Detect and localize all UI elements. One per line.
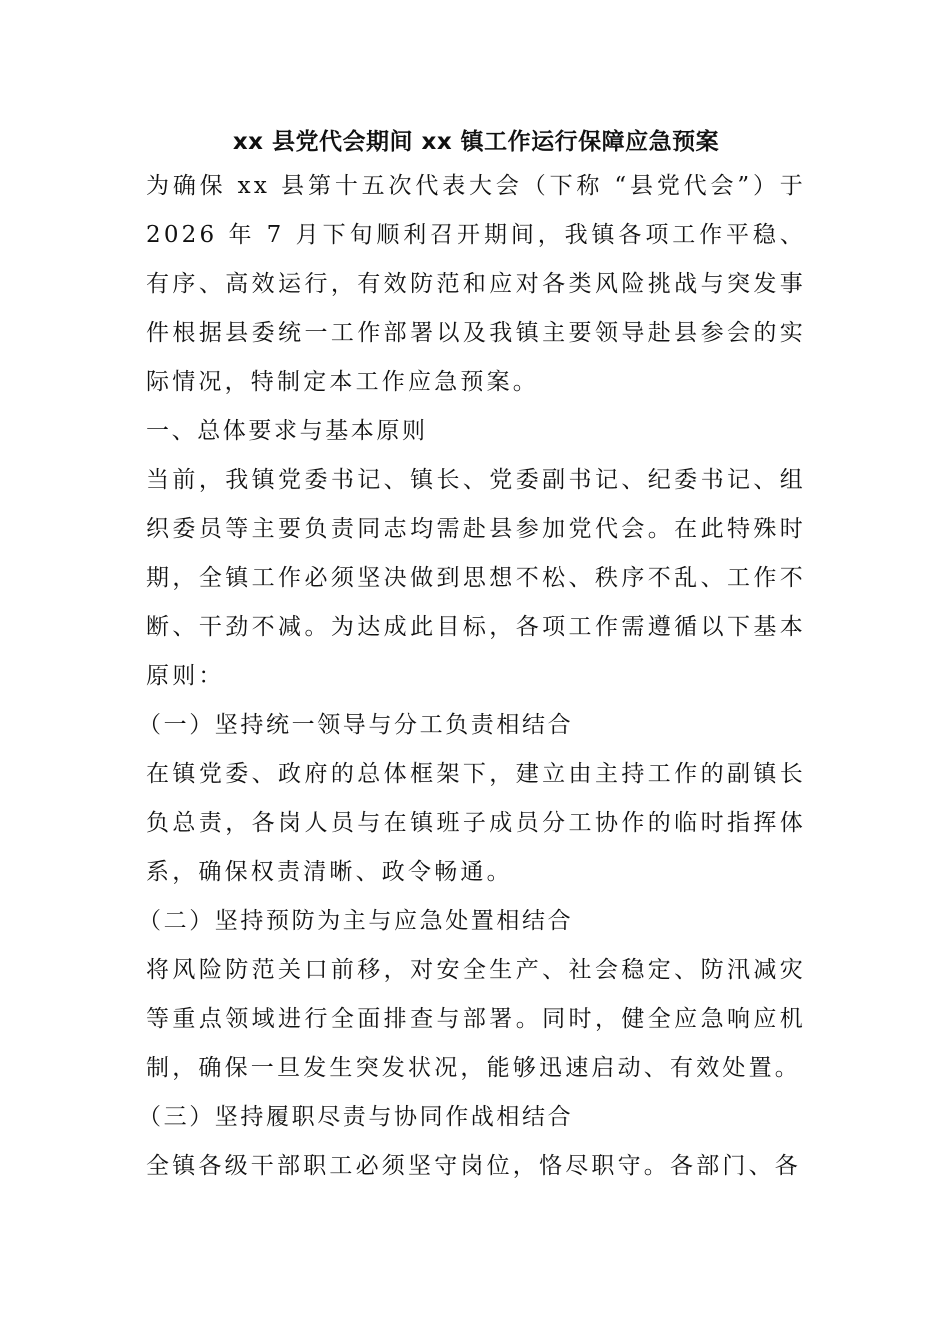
section-heading-general-requirements: 一、总体要求与基本原则 — [146, 418, 428, 444]
principle-paragraph-1: 在镇党委、政府的总体框架下，建立由主持工作的副镇长负总责，各岗人员与在镇班子成员分工协作的临时指挥体系，确保权责清晰、政令畅通。 — [146, 761, 806, 885]
principle-paragraph-2: 将风险防范关口前移，对安全生产、社会稳定、防汛减灾等重点领域进行全面排查与部署。同时，健全应急响应机制，确保一旦发生突发状况，能够迅速启动、有效处置。 — [146, 957, 806, 1081]
principle-heading-2: （二）坚持预防为主与应急处置相结合 — [138, 908, 574, 934]
section-paragraph-general-requirements: 当前，我镇党委书记、镇长、党委副书记、纪委书记、组织委员等主要负责同志均需赴县参加党代会。在此特殊时期，全镇工作必须坚决做到思想不松、秩序不乱、工作不断、干劲不减。为达成此目标，各项工作需遵循以下基本原则： — [146, 467, 806, 689]
principle-paragraph-3: 全镇各级干部职工必须坚守岗位，恪尽职守。各部门、各 — [146, 1153, 801, 1179]
principle-heading-1: （一）坚持统一领导与分工负责相结合 — [138, 712, 574, 738]
principle-heading-3: （三）坚持履职尽责与协同作战相结合 — [138, 1104, 574, 1130]
document-title: xx 县党代会期间 xx 镇工作运行保障应急预案 — [232, 129, 720, 155]
document-page — [138, 122, 806, 1191]
intro-paragraph: 为确保 xx 县第十五次代表大会（下称 “县党代会”）于2026 年 7 月下旬顺利召开期间，我镇各项工作平稳、有序、高效运行，有效防范和应对各类风险挑战与突发事件根据县委统一工作部署以及我镇主要领导赴县参会的实际情况，特制定本工作应急预案。 — [146, 173, 806, 395]
